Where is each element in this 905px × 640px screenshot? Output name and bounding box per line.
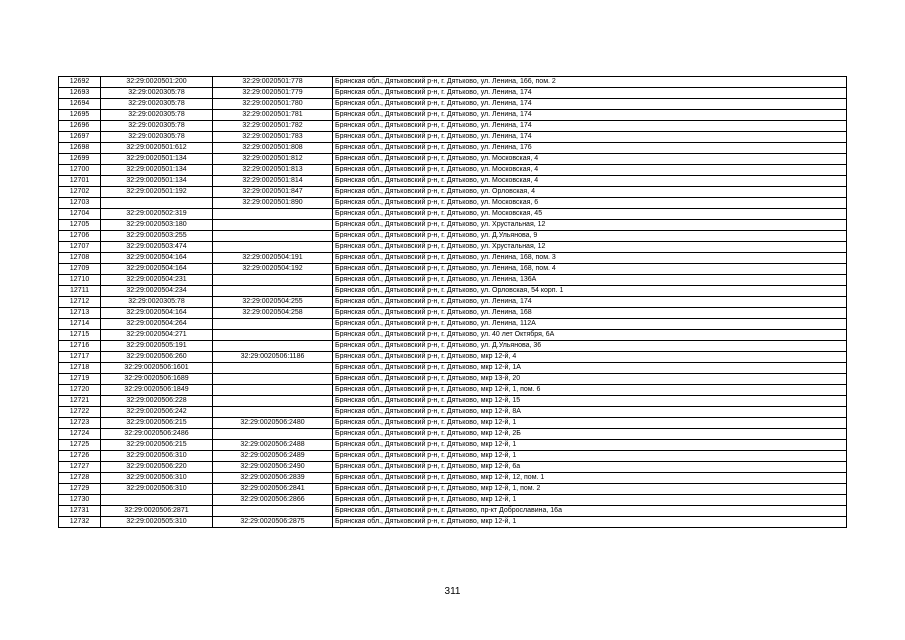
parcel-number-cell: 32:29:0020501:134 [101,154,213,165]
table-row [59,385,847,396]
address-cell: Брянская обл., Дятьковский р-н, г. Дятьково, мкр 12-й, 8А [333,407,847,418]
address-cell: Брянская обл., Дятьковский р-н, г. Дятьково, мкр 12-й, 12, пом. 1 [333,473,847,484]
row-number-cell: 12697 [59,132,101,143]
parcel-number-cell: 32:29:0020305:78 [101,99,213,110]
table-row [59,264,847,275]
table-row [59,110,847,121]
object-number-cell: 32:29:0020501:783 [213,132,333,143]
table-row [59,407,847,418]
address-cell: Брянская обл., Дятьковский р-н, г. Дятьково, ул. Ленина, 168, пом. 3 [333,253,847,264]
object-number-cell: 32:29:0020504:192 [213,264,333,275]
row-number-cell: 12710 [59,275,101,286]
address-cell: Брянская обл., Дятьковский р-н, г. Дятьково, ул. Ленина, 174 [333,99,847,110]
address-cell: Брянская обл., Дятьковский р-н, г. Дятьково, ул. Ленина, 168, пом. 4 [333,264,847,275]
address-cell: Брянская обл., Дятьковский р-н, г. Дятьково, мкр 12-й, 15 [333,396,847,407]
table-row [59,429,847,440]
parcel-number-cell: 32:29:0020504:271 [101,330,213,341]
address-cell: Брянская обл., Дятьковский р-н, г. Дятьково, ул. Ленина, 112А [333,319,847,330]
parcel-number-cell: 32:29:0020504:164 [101,253,213,264]
table-row [59,473,847,484]
address-cell: Брянская обл., Дятьковский р-н, г. Дятьково, мкр 12-й, 2Б [333,429,847,440]
address-cell: Брянская обл., Дятьковский р-н, г. Дятьково, ул. Орловская, 4 [333,187,847,198]
parcel-number-cell: 32:29:0020504:264 [101,319,213,330]
row-number-cell: 12712 [59,297,101,308]
object-number-cell: 32:29:0020504:258 [213,308,333,319]
table-row [59,363,847,374]
address-cell: Брянская обл., Дятьковский р-н, г. Дятьково, ул. Ленина, 174 [333,88,847,99]
table-row [59,275,847,286]
row-number-cell: 12717 [59,352,101,363]
address-cell: Брянская обл., Дятьковский р-н, г. Дятьково, ул. Московская, 45 [333,209,847,220]
parcel-number-cell: 32:29:0020506:310 [101,473,213,484]
object-number-cell: 32:29:0020501:779 [213,88,333,99]
object-number-cell [213,385,333,396]
row-number-cell: 12723 [59,418,101,429]
address-cell: Брянская обл., Дятьковский р-н, г. Дятьково, ул. Ленина, 176 [333,143,847,154]
parcel-number-cell: 32:29:0020305:78 [101,121,213,132]
object-number-cell: 32:29:0020506:1186 [213,352,333,363]
table-row [59,220,847,231]
row-number-cell: 12692 [59,77,101,88]
object-number-cell: 32:29:0020501:813 [213,165,333,176]
row-number-cell: 12714 [59,319,101,330]
parcel-number-cell: 32:29:0020503:255 [101,231,213,242]
parcel-number-cell: 32:29:0020506:2871 [101,506,213,517]
row-number-cell: 12724 [59,429,101,440]
address-cell: Брянская обл., Дятьковский р-н, г. Дятьково, мкр 12-й, 1 [333,418,847,429]
object-number-cell [213,231,333,242]
table-row [59,132,847,143]
address-cell: Брянская обл., Дятьковский р-н, г. Дятьково, ул. Московская, 4 [333,154,847,165]
table-row [59,462,847,473]
parcel-number-cell: 32:29:0020502:319 [101,209,213,220]
address-cell: Брянская обл., Дятьковский р-н, г. Дятьково, мкр 12-й, 4 [333,352,847,363]
row-number-cell: 12720 [59,385,101,396]
parcel-number-cell: 32:29:0020506:1601 [101,363,213,374]
table-row [59,286,847,297]
address-cell: Брянская обл., Дятьковский р-н, г. Дятьково, ул. Д.Ульянова, 36 [333,341,847,352]
row-number-cell: 12701 [59,176,101,187]
address-cell: Брянская обл., Дятьковский р-н, г. Дятьково, ул. 40 лет Октября, 6А [333,330,847,341]
parcel-number-cell: 32:29:0020504:234 [101,286,213,297]
row-number-cell: 12722 [59,407,101,418]
registry-table-body [59,77,847,528]
table-row [59,297,847,308]
row-number-cell: 12732 [59,517,101,528]
row-number-cell: 12706 [59,231,101,242]
object-number-cell [213,275,333,286]
object-number-cell: 32:29:0020506:2866 [213,495,333,506]
object-number-cell: 32:29:0020506:2875 [213,517,333,528]
object-number-cell: 32:29:0020501:847 [213,187,333,198]
parcel-number-cell: 32:29:0020506:215 [101,440,213,451]
row-number-cell: 12694 [59,99,101,110]
object-number-cell: 32:29:0020506:2488 [213,440,333,451]
object-number-cell [213,242,333,253]
table-row [59,374,847,385]
table-row [59,209,847,220]
object-number-cell: 32:29:0020506:2841 [213,484,333,495]
row-number-cell: 12700 [59,165,101,176]
address-cell: Брянская обл., Дятьковский р-н, г. Дятьково, ул. Ленина, 168 [333,308,847,319]
object-number-cell: 32:29:0020506:2839 [213,473,333,484]
page-number: 311 [444,586,461,597]
parcel-number-cell: 32:29:0020305:78 [101,297,213,308]
row-number-cell: 12711 [59,286,101,297]
row-number-cell: 12693 [59,88,101,99]
table-row [59,341,847,352]
row-number-cell: 12702 [59,187,101,198]
parcel-number-cell: 32:29:0020506:2486 [101,429,213,440]
object-number-cell: 32:29:0020501:781 [213,110,333,121]
parcel-number-cell: 32:29:0020504:164 [101,264,213,275]
table-row [59,352,847,363]
table-row [59,253,847,264]
row-number-cell: 12721 [59,396,101,407]
parcel-number-cell: 32:29:0020501:192 [101,187,213,198]
row-number-cell: 12696 [59,121,101,132]
row-number-cell: 12727 [59,462,101,473]
object-number-cell: 32:29:0020501:814 [213,176,333,187]
row-number-cell: 12705 [59,220,101,231]
parcel-number-cell: 32:29:0020501:134 [101,165,213,176]
object-number-cell [213,341,333,352]
parcel-number-cell: 32:29:0020503:474 [101,242,213,253]
row-number-cell: 12703 [59,198,101,209]
address-cell: Брянская обл., Дятьковский р-н, г. Дятьково, ул. Московская, 4 [333,176,847,187]
row-number-cell: 12713 [59,308,101,319]
parcel-number-cell: 32:29:0020305:78 [101,110,213,121]
address-cell: Брянская обл., Дятьковский р-н, г. Дятьково, мкр 12-й, 6а [333,462,847,473]
parcel-number-cell: 32:29:0020305:78 [101,88,213,99]
address-cell: Брянская обл., Дятьковский р-н, г. Дятьково, мкр 12-й, 1, пом. 6 [333,385,847,396]
address-cell: Брянская обл., Дятьковский р-н, г. Дятьково, мкр 12-й, 1, пом. 2 [333,484,847,495]
row-number-cell: 12716 [59,341,101,352]
row-number-cell: 12695 [59,110,101,121]
table-row [59,77,847,88]
object-number-cell: 32:29:0020501:778 [213,77,333,88]
parcel-number-cell: 32:29:0020504:164 [101,308,213,319]
parcel-number-cell: 32:29:0020506:220 [101,462,213,473]
table-row [59,440,847,451]
object-number-cell: 32:29:0020506:2480 [213,418,333,429]
table-row [59,121,847,132]
table-row [59,88,847,99]
row-number-cell: 12728 [59,473,101,484]
address-cell: Брянская обл., Дятьковский р-н, г. Дятьково, ул. Московская, 6 [333,198,847,209]
address-cell: Брянская обл., Дятьковский р-н, г. Дятьково, ул. Ленина, 166, пом. 2 [333,77,847,88]
parcel-number-cell: 32:29:0020506:1849 [101,385,213,396]
table-row [59,484,847,495]
row-number-cell: 12725 [59,440,101,451]
table-row [59,231,847,242]
row-number-cell: 12730 [59,495,101,506]
row-number-cell: 12709 [59,264,101,275]
table-row [59,154,847,165]
table-row [59,517,847,528]
table-row [59,308,847,319]
table-row [59,165,847,176]
table-row [59,198,847,209]
object-number-cell [213,396,333,407]
parcel-number-cell [101,495,213,506]
address-cell: Брянская обл., Дятьковский р-н, г. Дятьково, ул. Д.Ульянова, 9 [333,231,847,242]
table-row [59,242,847,253]
table-row [59,330,847,341]
parcel-number-cell: 32:29:0020501:200 [101,77,213,88]
table-row [59,396,847,407]
object-number-cell [213,429,333,440]
parcel-number-cell [101,198,213,209]
table-row [59,495,847,506]
object-number-cell [213,407,333,418]
address-cell: Брянская обл., Дятьковский р-н, г. Дятьково, пр-кт Доброславина, 16а [333,506,847,517]
address-cell: Брянская обл., Дятьковский р-н, г. Дятьково, ул. Ленина, 174 [333,110,847,121]
parcel-number-cell: 32:29:0020506:310 [101,484,213,495]
table-row [59,99,847,110]
row-number-cell: 12704 [59,209,101,220]
object-number-cell: 32:29:0020501:890 [213,198,333,209]
table-row [59,319,847,330]
parcel-number-cell: 32:29:0020503:180 [101,220,213,231]
object-number-cell [213,286,333,297]
row-number-cell: 12707 [59,242,101,253]
parcel-number-cell: 32:29:0020305:78 [101,132,213,143]
parcel-number-cell: 32:29:0020506:260 [101,352,213,363]
row-number-cell: 12698 [59,143,101,154]
parcel-number-cell: 32:29:0020501:134 [101,176,213,187]
table-row [59,451,847,462]
table-row [59,418,847,429]
object-number-cell: 32:29:0020506:2489 [213,451,333,462]
object-number-cell [213,506,333,517]
address-cell: Брянская обл., Дятьковский р-н, г. Дятьково, мкр 12-й, 1 [333,517,847,528]
row-number-cell: 12731 [59,506,101,517]
object-number-cell [213,330,333,341]
object-number-cell [213,220,333,231]
object-number-cell [213,363,333,374]
address-cell: Брянская обл., Дятьковский р-н, г. Дятьково, ул. Ленина, 174 [333,121,847,132]
object-number-cell [213,319,333,330]
parcel-number-cell: 32:29:0020506:1689 [101,374,213,385]
row-number-cell: 12719 [59,374,101,385]
object-number-cell: 32:29:0020501:808 [213,143,333,154]
address-cell: Брянская обл., Дятьковский р-н, г. Дятьково, ул. Хрустальная, 12 [333,242,847,253]
object-number-cell: 32:29:0020504:255 [213,297,333,308]
address-cell: Брянская обл., Дятьковский р-н, г. Дятьково, ул. Ленина, 174 [333,297,847,308]
address-cell: Брянская обл., Дятьковский р-н, г. Дятьково, ул. Хрустальная, 12 [333,220,847,231]
object-number-cell: 32:29:0020506:2490 [213,462,333,473]
object-number-cell [213,374,333,385]
table-row [59,506,847,517]
parcel-number-cell: 32:29:0020506:310 [101,451,213,462]
object-number-cell: 32:29:0020501:812 [213,154,333,165]
object-number-cell: 32:29:0020501:782 [213,121,333,132]
address-cell: Брянская обл., Дятьковский р-н, г. Дятьково, ул. Ленина, 136А [333,275,847,286]
address-cell: Брянская обл., Дятьковский р-н, г. Дятьково, мкр 12-й, 1 [333,440,847,451]
address-cell: Брянская обл., Дятьковский р-н, г. Дятьково, мкр 12-й, 1 [333,495,847,506]
parcel-number-cell: 32:29:0020504:231 [101,275,213,286]
address-cell: Брянская обл., Дятьковский р-н, г. Дятьково, ул. Московская, 4 [333,165,847,176]
parcel-number-cell: 32:29:0020505:310 [101,517,213,528]
registry-table [58,76,847,528]
address-cell: Брянская обл., Дятьковский р-н, г. Дятьково, мкр 12-й, 1 [333,451,847,462]
table-row [59,143,847,154]
table-row [59,187,847,198]
object-number-cell: 32:29:0020501:780 [213,99,333,110]
address-cell: Брянская обл., Дятьковский р-н, г. Дятьково, ул. Ленина, 174 [333,132,847,143]
row-number-cell: 12729 [59,484,101,495]
address-cell: Брянская обл., Дятьковский р-н, г. Дятьково, ул. Орловская, 54 корп. 1 [333,286,847,297]
row-number-cell: 12708 [59,253,101,264]
address-cell: Брянская обл., Дятьковский р-н, г. Дятьково, мкр 13-й, 20 [333,374,847,385]
row-number-cell: 12699 [59,154,101,165]
row-number-cell: 12715 [59,330,101,341]
table-row [59,176,847,187]
parcel-number-cell: 32:29:0020506:242 [101,407,213,418]
row-number-cell: 12718 [59,363,101,374]
object-number-cell: 32:29:0020504:191 [213,253,333,264]
parcel-number-cell: 32:29:0020506:215 [101,418,213,429]
parcel-number-cell: 32:29:0020501:612 [101,143,213,154]
parcel-number-cell: 32:29:0020505:191 [101,341,213,352]
address-cell: Брянская обл., Дятьковский р-н, г. Дятьково, мкр 12-й, 1А [333,363,847,374]
row-number-cell: 12726 [59,451,101,462]
parcel-number-cell: 32:29:0020506:228 [101,396,213,407]
object-number-cell [213,209,333,220]
